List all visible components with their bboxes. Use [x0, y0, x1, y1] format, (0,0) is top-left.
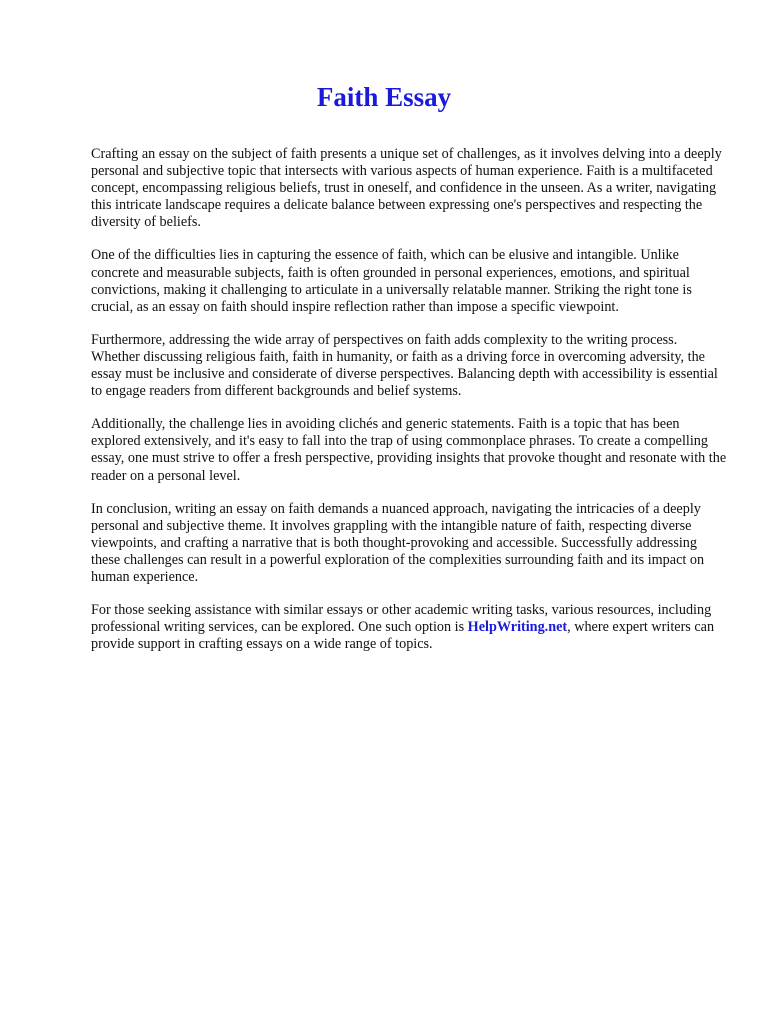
document-title: Faith Essay	[316, 82, 452, 112]
paragraph-6-text-before-link: For those seeking assistance with similar essays or other academic writing tasks, various resources, including professional writing services, can be explored. One such option is	[91, 602, 712, 636]
paragraph-4: Additionally, the challenge lies in avoiding clichés and generic statements. Faith is a topic that has been explored extensively, and it's easy to fall into the trap of using commonplace phrases. To create a compelling essay, one must strive to offer a fresh perspective, providing insights that provoke thought and resonate with the reader on a personal level.	[91, 416, 727, 484]
paragraph-6-text-after-link: , where expert writers can provide support in crafting essays on a wide range of topics.	[91, 619, 715, 653]
paragraph-5: In conclusion, writing an essay on faith demands a nuanced approach, navigating the intricacies of a deeply personal and subjective theme. It involves grappling with the intangible nature of faith, respecting diverse viewpoints, and crafting a narrative that is both thought-provoking and accessible. Successfully addressing these challenges can result in a powerful exploration of the complexities surrounding faith and its impact on human experience.	[91, 500, 705, 585]
paragraph-6	[91, 602, 727, 653]
essay-body	[91, 146, 727, 669]
paragraph-3: Furthermore, addressing the wide array of perspectives on faith adds complexity to the writing process. Whether discussing religious faith, faith in humanity, or faith as a driving force in overcoming adversity, the essay must be inclusive and considerate of diverse perspectives. Balancing depth with accessibility is essential to engage readers from different backgrounds and belief systems.	[91, 331, 718, 400]
helpwriting-link[interactable]: HelpWriting.net	[467, 619, 568, 636]
paragraph-2: One of the difficulties lies in capturing the essence of faith, which can be elusive and intangible. Unlike concrete and measurable subjects, faith is often grounded in personal experiences, emotions, and spiritual convictions, making it challenging to articulate in a universally relatable manner. Striking the right tone is crucial, as an essay on faith should inspire reflection rather than impose a specific viewpoint.	[91, 247, 692, 315]
paragraph-1: Crafting an essay on the subject of faith presents a unique set of challenges, as it involves delving into a deeply personal and subjective topic that intersects with various aspects of human experience. Faith is a multifaceted concept, encompassing religious beliefs, trust in oneself, and confidence in the unseen. As a writer, navigating this intricate landscape requires a delicate balance between expressing one's perspectives and respecting the diversity of beliefs.	[91, 146, 722, 231]
